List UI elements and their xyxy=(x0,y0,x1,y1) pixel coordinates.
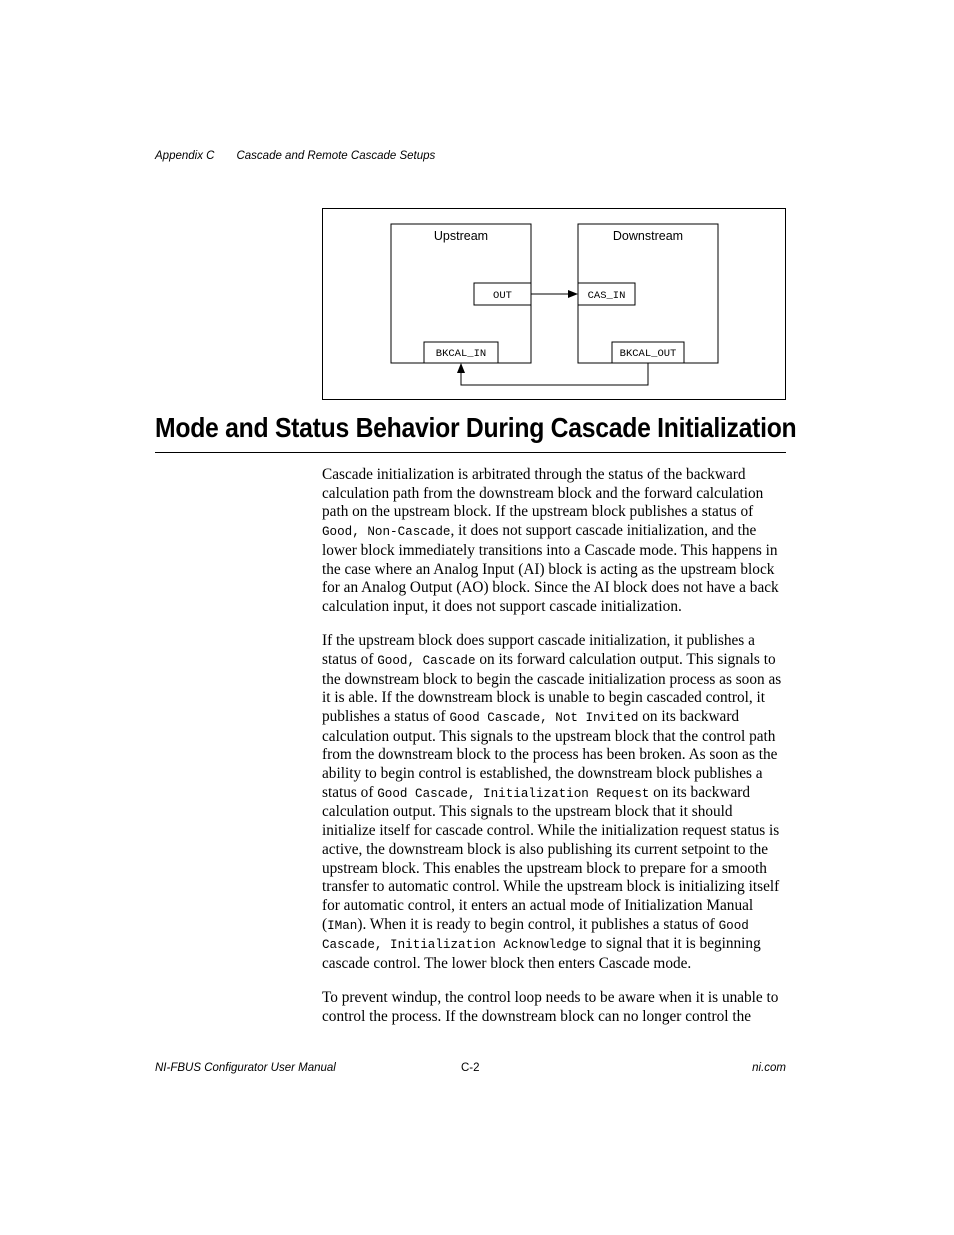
code-mode: IMan xyxy=(327,918,358,933)
running-header xyxy=(155,150,435,162)
chapter-title: Cascade and Remote Cascade Setups xyxy=(236,150,436,162)
code-status: Good, Non-Cascade xyxy=(322,525,451,540)
code-status: Good, Cascade xyxy=(377,653,476,668)
out-port-label: OUT xyxy=(493,290,512,302)
text-run: to signal that it is beginning cascade control. The lower block then enters Cascade mode. xyxy=(322,935,761,973)
paragraph-3 xyxy=(322,989,784,1026)
section-heading: Mode and Status Behavior During Cascade Initialization xyxy=(155,412,797,443)
downstream-label: Downstream xyxy=(612,229,684,243)
text-run: on its backward calculation output. This signals to the upstream block that the control path from the downstream block to the process has been broken. As soon as the ability to begin control is established, the downstream block publishes a status of xyxy=(322,707,778,801)
text-run: on its forward calculation output. This signals to the downstream block to begin the cascade initialization process as soon as it is able. If the downstream block is unable to begin cascaded control, it publishes a status of xyxy=(322,650,782,725)
body-text xyxy=(322,466,784,1042)
cascade-diagram xyxy=(322,208,786,400)
text-run: To prevent windup, the control loop needs to be aware when it is unable to control the process. If the downstream block can no longer control the xyxy=(322,989,779,1025)
heading-rule xyxy=(155,452,786,453)
cas-in-port-label: CAS_IN xyxy=(587,290,626,302)
paragraph-2 xyxy=(322,632,784,974)
code-status: Good Cascade, Initialization Acknowledge xyxy=(322,918,749,953)
page-footer xyxy=(155,1062,786,1078)
bkcal-in-port-label: BKCAL_IN xyxy=(435,348,487,360)
cascade-diagram-svg xyxy=(323,209,785,399)
text-run: on its backward calculation output. This signals to the upstream block that it should initialize itself for cascade control. While the initialization request status is active, the downstream block is also publishing its current setpoint to the upstream block. This enables the upstream block to prepare for a smooth transfer to automatic control. While the upstream block is initializing itself for automatic control, it enters an actual mode of Initialization Manual ( xyxy=(322,783,780,933)
website-link: ni.com xyxy=(752,1062,786,1074)
text-run: ). When it is ready to begin control, it publishes a status of xyxy=(357,915,719,933)
manual-title: NI-FBUS Configurator User Manual xyxy=(155,1062,336,1074)
backward-arrow xyxy=(461,363,648,385)
text-run: Cascade initialization is arbitrated through the status of the backward calculation path from the downstream block and the forward calculation path on the upstream block. If the upstream block publishes a status of xyxy=(322,466,764,521)
paragraph-1 xyxy=(322,466,784,617)
upstream-label: Upstream xyxy=(433,229,489,243)
text-run: If the upstream block does support cascade initialization, it publishes a status of xyxy=(322,632,755,668)
text-run: , it does not support cascade initialization, and the lower block immediately transitions into a Cascade mode. This happens in the case where an Analog Input (AI) block is acting as the upstream block for an Analog Output (AO) block. Since the AI block does not have a back calculation input, it does not support cascade initialization. xyxy=(322,522,779,615)
code-status: Good Cascade, Initialization Request xyxy=(377,786,650,801)
bkcal-out-port-label: BKCAL_OUT xyxy=(619,348,677,360)
code-status: Good Cascade, Not Invited xyxy=(449,710,639,725)
appendix-label: Appendix C xyxy=(155,150,215,162)
page-number: C-2 xyxy=(461,1062,480,1074)
